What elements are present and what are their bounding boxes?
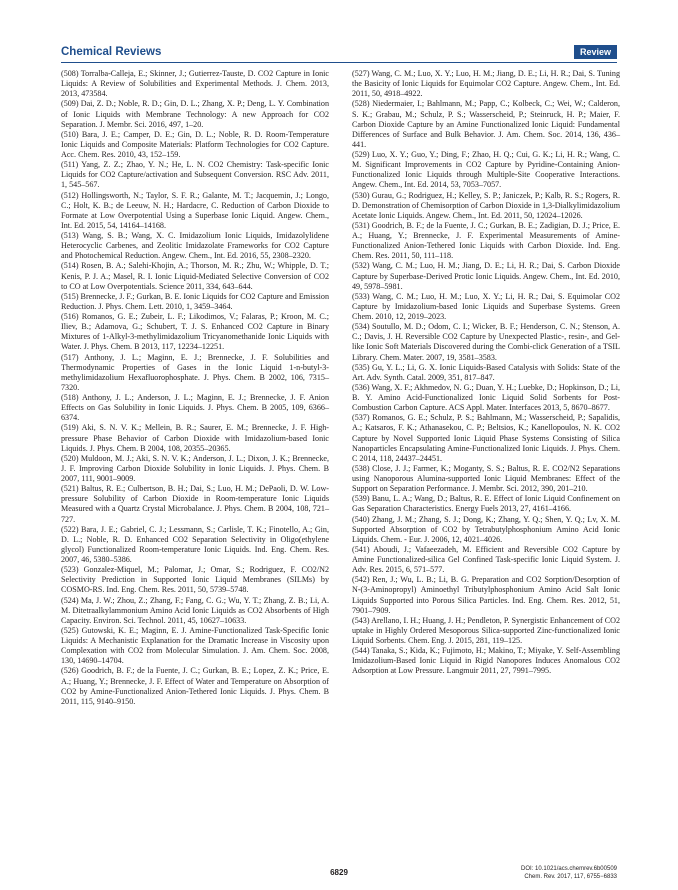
- page-number: 6829: [330, 868, 348, 877]
- references-left-column: [61, 69, 329, 707]
- review-badge: Review: [574, 45, 617, 59]
- reference-entry: (538) Close, J. J.; Farmer, K.; Moganty, S. S.; Baltus, R. E. CO2/N2 Separations using Nanoporous Alumina-supported Ionic Liquid Membranes: Effect of the Support on Separation Performance. J. Membr. Sci. 2012, 390, 201–210.: [352, 463, 620, 494]
- reference-entry: (513) Wang, S. B.; Wang, X. C. Imidazolium Ionic Liquids, Imidazolylidene Heterocyclic Carbenes, and Zeolitic Imidazolate Frameworks for CO2 Capture and Photochemical Reduction. Angew. Chem., Int. Ed. 2016, 55, 2308–2320.: [61, 231, 329, 261]
- reference-entry: (512) Hollingsworth, N.; Taylor, S. F. R.; Galante, M. T.; Jacquemin, J.; Longo, C.; Holt, K. B.; de Leeuw, N. H.; Hardacre, C. Reduction of Carbon Dioxide to Formate at Low Overpotential Using a Superbase Ionic Liquid. Angew. Chem., Int. Ed. 2015, 54, 14164–14168.: [61, 190, 329, 230]
- reference-entry: (532) Wang, C. M.; Luo, H. M.; Jiang, D. E.; Li, H. R.; Dai, S. Carbon Dioxide Capture by Superbase-Derived Protic Ionic Liquids. Angew. Chem., Int. Ed. 2010, 49, 5978–5981.: [352, 261, 620, 291]
- header-rule: [61, 62, 617, 63]
- reference-entry: (533) Wang, C. M.; Luo, H. M.; Luo, X. Y.; Li, H. R.; Dai, S. Equimolar CO2 Capture by Imidazolium-based Ionic Liquids and Superbase Systems. Green Chem. 2010, 12, 2019–2023.: [352, 291, 620, 321]
- reference-entry: (543) Arellano, I. H.; Huang, J. H.; Pendleton, P. Synergistic Enhancement of CO2 uptake in Highly Ordered Mesoporous Silica-supported Zinc-functionalized Ionic Liquid Sorbents. Chem. Eng. J. 2015, 281, 119–125.: [352, 615, 620, 645]
- reference-entry: (508) Torralba-Calleja, E.; Skinner, J.; Gutierrez-Tauste, D. CO2 Capture in Ionic Liquids: A Review of Solubilities and Experimental Methods. J. Chem. 2013, 2013, 473584.: [61, 69, 329, 99]
- reference-entry: (519) Aki, S. N. V. K.; Mellein, B. R.; Saurer, E. M.; Brennecke, J. F. High-pressure Phase Behavior of Carbon Dioxide with Imidazolium-based Ionic Liquids. J. Phys. Chem. B 2004, 108, 20355–20365.: [61, 423, 329, 453]
- reference-entry: (534) Soutullo, M. D.; Odom, C. I.; Wicker, B. F.; Henderson, C. N.; Stenson, A. C.; Davis, J. H. Reversible CO2 Capture by Unexpected Plastic-, resin-, and Gel-like Ionic Soft Materials Discovered during the Combi-click Generation of a TSIL Library. Chem. Mater. 2007, 19, 3581–3583.: [352, 322, 620, 362]
- journal-citation: Chem. Rev. 2017, 117, 6755−6833: [524, 873, 617, 880]
- page-header: [61, 44, 617, 64]
- reference-entry: (524) Ma, J. W.; Zhou, Z.; Zhang, F.; Fang, C. G.; Wu, Y. T.; Zhang, Z. B.; Li, A. M. Ditetraalkylammonium Amino Acid Ionic Liquids as CO2 Absorbents of High Capacity. Environ. Sci. Technol. 2011, 45, 10627–10633.: [61, 595, 329, 625]
- reference-entry: (522) Bara, J. E.; Gabriel, C. J.; Lessmann, S.; Carlisle, T. K.; Finotello, A.; Gin, D. L.; Noble, R. D. Enhanced CO2 Separation Selectivity in Oligo(ethylene glycol) Functionalized Room-temperature Ionic Liquids. Ind. Eng. Chem. Res. 2007, 46, 5380–5386.: [61, 524, 329, 564]
- reference-entry: (526) Goodrich, B. F.; de la Fuente, J. C.; Gurkan, B. E.; Lopez, Z. K.; Price, E. A.; Huang, Y.; Brennecke, J. F. Effect of Water and Temperature on Absorption of CO2 by Amine-Functionalized Anion-Tethered Ionic Liquids. J. Phys. Chem. B 2011, 115, 9140–9150.: [61, 666, 329, 706]
- journal-title: Chemical Reviews: [61, 46, 162, 58]
- reference-entry: (509) Dai, Z. D.; Noble, R. D.; Gin, D. L.; Zhang, X. P.; Deng, L. Y. Combination of Ionic Liquids with Membrane Technology: A new Approach for CO2 Separation. J. Membr. Sci. 2016, 497, 1–20.: [61, 99, 329, 129]
- reference-entry: (528) Niedermaier, I.; Bahlmann, M.; Papp, C.; Kolbeck, C.; Wei, W.; Calderon, S. K.; Grabau, M.; Schulz, P. S.; Wasserscheid, P.; Steinruck, H. P.; Maier, F. Carbon Dioxide Capture by an Amine Functionalized Ionic Liquid: Fundamental Differences of Surface and Bulk Behavior. J. Am. Chem. Soc. 2014, 136, 436–441.: [352, 99, 620, 149]
- reference-entry: (518) Anthony, J. L.; Anderson, J. L.; Maginn, E. J.; Brennecke, J. F. Anion Effects on Gas Solubility in Ionic Liquids. J. Phys. Chem. B 2005, 109, 6366–6374.: [61, 393, 329, 423]
- reference-entry: (515) Brennecke, J. F.; Gurkan, B. E. Ionic Liquids for CO2 Capture and Emission Reduction. J. Phys. Chem. Lett. 2010, 1, 3459–3464.: [61, 291, 329, 311]
- reference-entry: (514) Rosen, B. A.; Salehi-Khojin, A.; Thorson, M. R.; Zhu, W.; Whipple, D. T.; Kenis, P. J. A.; Masel, R. I. Ionic Liquid-Mediated Selective Conversion of CO2 to CO at Low Overpotentials. Science 2011, 334, 643–644.: [61, 261, 329, 291]
- reference-entry: (539) Banu, L. A.; Wang, D.; Baltus, R. E. Effect of Ionic Liquid Confinement on Gas Separation Characteristics. Energy Fuels 2013, 27, 4161–4166.: [352, 494, 620, 514]
- reference-entry: (525) Gutowski, K. E.; Maginn, E. J. Amine-Functionalized Task-Specific Ionic Liquids: A Mechanistic Explanation for the Dramatic Increase in Viscosity upon Complexation with CO2 from Molecular Simulation. J. Am. Chem. Soc. 2008, 130, 14690–14704.: [61, 625, 329, 666]
- reference-entry: (511) Yang, Z. Z.; Zhao, Y. N.; He, L. N. CO2 Chemistry: Task-specific Ionic Liquids for CO2 Capture/activation and Subsequent Conversion. RSC Adv. 2011, 1, 545–567.: [61, 160, 329, 190]
- reference-entry: (537) Romanos, G. E.; Schulz, P. S.; Bahlmann, M.; Wasserscheid, P.; Sapalidis, A.; Katsaros, F. K.; Athanasekou, C. P.; Beltsios, K.; Kanellopoulos, N. K. CO2 Capture by Novel Supported Ionic Liquid Phase Systems Consisting of Silica Nanoparticles Encapsulating Amine-Functionalized Ionic Liquids. J. Phys. Chem. C 2014, 118, 24437–24451.: [352, 413, 620, 463]
- reference-entry: (540) Zhang, J. M.; Zhang, S. J.; Dong, K.; Zhang, Y. Q.; Shen, Y. Q.; Lv, X. M. Supported Absorption of CO2 by Tetrabutylphosphonium Amino Acid Ionic Liquids. Chem. - Eur. J. 2006, 12, 4021–4026.: [352, 514, 620, 544]
- reference-entry: (542) Ren, J.; Wu, L. B.; Li, B. G. Preparation and CO2 Sorption/Desorption of N-(3-Aminopropyl) Aminoethyl Tributylphosphonium Amino Acid Salt Ionic Liquids Supported into Porous Silica Particles. Ind. Eng. Chem. Res. 2012, 51, 7901–7909.: [352, 575, 620, 615]
- reference-entry: (529) Luo, X. Y.; Guo, Y.; Ding, F.; Zhao, H. Q.; Cui, G. K.; Li, H. R.; Wang, C. M. Significant Improvements in CO2 Capture by Pyridine-Containing Anion-Functionalized Ionic Liquids through Multiple-Site Cooperative Interactions. Angew. Chem., Int. Ed. 2014, 53, 7053–7057.: [352, 150, 620, 190]
- reference-entry: (535) Gu, Y. L.; Li, G. X. Ionic Liquids-Based Catalysis with Solids: State of the Art. Adv. Synth. Catal. 2009, 351, 817–847.: [352, 362, 620, 382]
- reference-entry: (510) Bara, J. E.; Camper, D. E.; Gin, D. L.; Noble, R. D. Room-Temperature Ionic Liquids and Composite Materials: Platform Technologies for CO2 Capture. Acc. Chem. Res. 2010, 43, 152–159.: [61, 129, 329, 159]
- reference-entry: (530) Gurau, G.; Rodriguez, H.; Kelley, S. P.; Janiczek, P.; Kalb, R. S.; Rogers, R. D. Demonstration of Chemisorption of Carbon Dioxide in 1,3-Dialkylimidazolium Acetate Ionic Liquids. Angew. Chem., Int. Ed. 2011, 50, 12024–12026.: [352, 190, 620, 220]
- footer-doi-block: [521, 866, 617, 881]
- reference-entry: (517) Anthony, J. L.; Maginn, E. J.; Brennecke, J. F. Solubilities and Thermodynamic Properties of Gases in the Ionic Liquid 1-n-butyl-3-methylimidazolium Hexafluorophosphate. J. Phys. Chem. B 2002, 106, 7315–7320.: [61, 352, 329, 392]
- reference-entry: (527) Wang, C. M.; Luo, X. Y.; Luo, H. M.; Jiang, D. E.; Li, H. R.; Dai, S. Tuning the Basicity of Ionic Liquids for Equimolar CO2 Capture. Angew. Chem., Int. Ed. 2011, 50, 4918–4922.: [352, 69, 620, 99]
- reference-entry: (520) Muldoon, M. J.; Aki, S. N. V. K.; Anderson, J. L.; Dixon, J. K.; Brennecke, J. F. Improving Carbon Dioxide Solubility in Ionic Liquids. J. Phys. Chem. B 2007, 111, 9001–9009.: [61, 453, 329, 483]
- reference-entry: (516) Romanos, G. E.; Zubeir, L. F.; Likodimos, V.; Falaras, P.; Kroon, M. C.; Iliev, B.; Adamova, G.; Schubert, T. J. S. Enhanced CO2 Capture in Binary Mixtures of 1-Alkyl-3-methylimidazolium Tricyanomethanide Ionic Liquids with Water. J. Phys. Chem. B 2013, 117, 12234–12251.: [61, 312, 329, 352]
- reference-entry: (536) Wang, X. F.; Akhmedov, N. G.; Duan, Y. H.; Luebke, D.; Hopkinson, D.; Li, B. Y. Amino Acid-Functionalized Ionic Liquid Solid Sorbents for Post-Combustion Carbon Capture. ACS Appl. Mater. Interfaces 2013, 5, 8670–8677.: [352, 382, 620, 413]
- reference-entry: (544) Tanaka, S.; Kida, K.; Fujimoto, H.; Makino, T.; Miyake, Y. Self-Assembling Imidazolium-Based Ionic Liquid in Rigid Nanopores Induces Anomalous CO2 Adsorption at Low Pressure. Langmuir 2011, 27, 7991–7995.: [352, 646, 620, 676]
- reference-entry: (523) Gonzalez-Miquel, M.; Palomar, J.; Omar, S.; Rodriguez, F. CO2/N2 Selectivity Prediction in Supported Ionic Liquid Membranes (SILMs) by COSMO-RS. Ind. Eng. Chem. Res. 2011, 50, 5739–5748.: [61, 565, 329, 595]
- reference-entry: (521) Baltus, R. E.; Culbertson, B. H.; Dai, S.; Luo, H. M.; DePaoli, D. W. Low-pressure Solubility of Carbon Dioxide in Room-temperature Ionic Liquids Measured with a Quartz Crystal Microbalance. J. Phys. Chem. B 2004, 108, 721–727.: [61, 484, 329, 524]
- doi-link[interactable]: DOI: 10.1021/acs.chemrev.6b00509: [521, 866, 617, 872]
- reference-entry: (541) Aboudi, J.; Vafaeezadeh, M. Efficient and Reversible CO2 Capture by Amine Functionalized-silica Gel Confined Task-specific Ionic Liquid System. J. Adv. Res. 2015, 6, 571–577.: [352, 544, 620, 575]
- references-right-column: [352, 69, 620, 677]
- reference-entry: (531) Goodrich, B. F.; de la Fuente, J. C.; Gurkan, B. E.; Zadigian, D. J.; Price, E. A.; Huang, Y.; Brennecke, J. F. Experimental Measurements of Amine-Functionalized Anion-Tethered Ionic Liquids with Carbon Dioxide. Ind. Eng. Chem. Res. 2011, 50, 111–118.: [352, 220, 620, 261]
